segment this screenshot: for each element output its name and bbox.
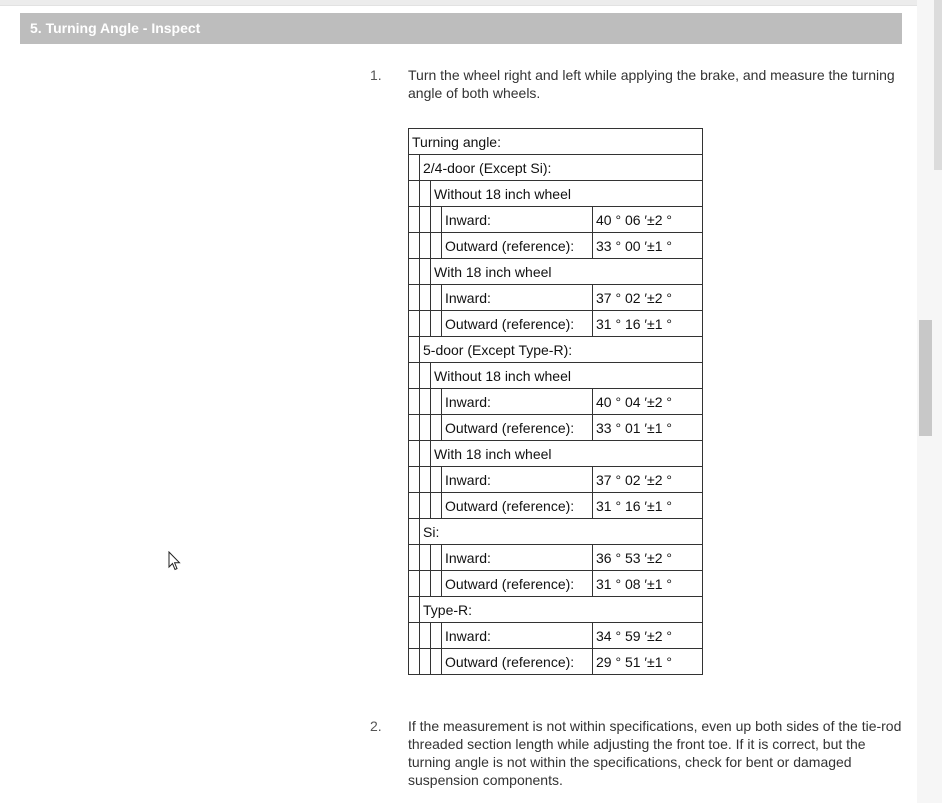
indent-cell: [420, 363, 431, 389]
row-label: Inward:: [442, 467, 593, 493]
section-title: 5. Turning Angle - Inspect: [30, 20, 201, 36]
indent-cell: [409, 467, 420, 493]
indent-cell: [409, 363, 420, 389]
row-label: Inward:: [442, 623, 593, 649]
indent-cell: [420, 571, 431, 597]
subgroup-label: Without 18 inch wheel: [431, 363, 703, 389]
row-label: Inward:: [442, 285, 593, 311]
indent-cell: [420, 259, 431, 285]
row-label: Outward (reference):: [442, 649, 593, 675]
row-label: Outward (reference):: [442, 493, 593, 519]
indent-cell: [409, 311, 420, 337]
indent-cell: [420, 493, 431, 519]
indent-cell: [409, 259, 420, 285]
step-1-number: 1.: [370, 67, 382, 83]
row-label: Inward:: [442, 545, 593, 571]
subgroup-row: [409, 441, 703, 467]
table-row: [409, 285, 703, 311]
indent-cell: [431, 415, 442, 441]
row-value: 34 ° 59 ′±2 °: [593, 623, 703, 649]
step-2-number: 2.: [370, 718, 382, 734]
subgroup-label: With 18 inch wheel: [431, 259, 703, 285]
indent-cell: [420, 285, 431, 311]
indent-cell: [420, 181, 431, 207]
indent-cell: [431, 389, 442, 415]
top-edge: [0, 0, 917, 6]
indent-cell: [409, 649, 420, 675]
indent-cell: [431, 233, 442, 259]
row-value: 40 ° 06 ′±2 °: [593, 207, 703, 233]
indent-cell: [409, 571, 420, 597]
subgroup-label: With 18 inch wheel: [431, 441, 703, 467]
table-row: [409, 571, 703, 597]
row-value: 31 ° 16 ′±1 °: [593, 311, 703, 337]
row-value: 31 ° 16 ′±1 °: [593, 493, 703, 519]
indent-cell: [431, 311, 442, 337]
indent-cell: [409, 389, 420, 415]
table-row: [409, 493, 703, 519]
row-value: 29 ° 51 ′±1 °: [593, 649, 703, 675]
group-label: Type-R:: [420, 597, 703, 623]
row-value: 33 ° 01 ′±1 °: [593, 415, 703, 441]
subgroup-label: Without 18 inch wheel: [431, 181, 703, 207]
indent-cell: [409, 545, 420, 571]
indent-cell: [431, 545, 442, 571]
table-row: [409, 389, 703, 415]
step-1-text: Turn the wheel right and left while applying the brake, and measure the turning angle of both wheels.: [408, 67, 895, 101]
indent-cell: [431, 493, 442, 519]
table-row: [409, 233, 703, 259]
table-row: [409, 207, 703, 233]
indent-cell: [420, 623, 431, 649]
indent-cell: [409, 623, 420, 649]
subgroup-row: [409, 363, 703, 389]
indent-cell: [420, 207, 431, 233]
table-row: [409, 545, 703, 571]
group-label: Si:: [420, 519, 703, 545]
indent-cell: [409, 207, 420, 233]
indent-cell: [431, 649, 442, 675]
scrollbar-edge: [934, 0, 942, 170]
section-header: [20, 13, 902, 44]
row-value: 40 ° 04 ′±2 °: [593, 389, 703, 415]
group-row: [409, 597, 703, 623]
indent-cell: [431, 207, 442, 233]
indent-cell: [431, 623, 442, 649]
group-row: [409, 519, 703, 545]
table-title: Turning angle:: [409, 129, 703, 155]
table-row: [409, 467, 703, 493]
indent-cell: [431, 467, 442, 493]
subgroup-row: [409, 259, 703, 285]
row-value: 37 ° 02 ′±2 °: [593, 285, 703, 311]
indent-cell: [409, 519, 420, 545]
scrollbar-thumb[interactable]: [919, 320, 932, 436]
indent-cell: [431, 571, 442, 597]
table-title-row: [409, 129, 703, 155]
indent-cell: [409, 155, 420, 181]
indent-cell: [420, 311, 431, 337]
row-label: Outward (reference):: [442, 571, 593, 597]
table-row: [409, 311, 703, 337]
turning-angle-table-body: [409, 129, 703, 675]
indent-cell: [431, 285, 442, 311]
indent-cell: [409, 493, 420, 519]
indent-cell: [420, 545, 431, 571]
group-label: 5-door (Except Type-R):: [420, 337, 703, 363]
row-value: 36 ° 53 ′±2 °: [593, 545, 703, 571]
indent-cell: [420, 389, 431, 415]
indent-cell: [420, 233, 431, 259]
indent-cell: [420, 415, 431, 441]
row-label: Inward:: [442, 389, 593, 415]
indent-cell: [409, 597, 420, 623]
group-row: [409, 337, 703, 363]
indent-cell: [409, 181, 420, 207]
row-value: 37 ° 02 ′±2 °: [593, 467, 703, 493]
subgroup-row: [409, 181, 703, 207]
group-label: 2/4-door (Except Si):: [420, 155, 703, 181]
row-value: 31 ° 08 ′±1 °: [593, 571, 703, 597]
row-value: 33 ° 00 ′±1 °: [593, 233, 703, 259]
step-2-text: If the measurement is not within specifications, even up both sides of the tie-rod threaded section length while adjusting the front toe. If it is correct, but the turning angle is not within the specifications, check for bent or damaged suspension components.: [408, 718, 902, 788]
row-label: Outward (reference):: [442, 233, 593, 259]
indent-cell: [409, 337, 420, 363]
table-row: [409, 649, 703, 675]
indent-cell: [420, 441, 431, 467]
row-label: Outward (reference):: [442, 415, 593, 441]
row-label: Inward:: [442, 207, 593, 233]
turning-angle-table: [408, 128, 703, 675]
mouse-cursor-icon: [168, 551, 182, 571]
table-row: [409, 623, 703, 649]
row-label: Outward (reference):: [442, 311, 593, 337]
indent-cell: [409, 285, 420, 311]
indent-cell: [409, 415, 420, 441]
group-row: [409, 155, 703, 181]
indent-cell: [420, 467, 431, 493]
indent-cell: [409, 233, 420, 259]
table-row: [409, 415, 703, 441]
indent-cell: [420, 649, 431, 675]
indent-cell: [409, 441, 420, 467]
